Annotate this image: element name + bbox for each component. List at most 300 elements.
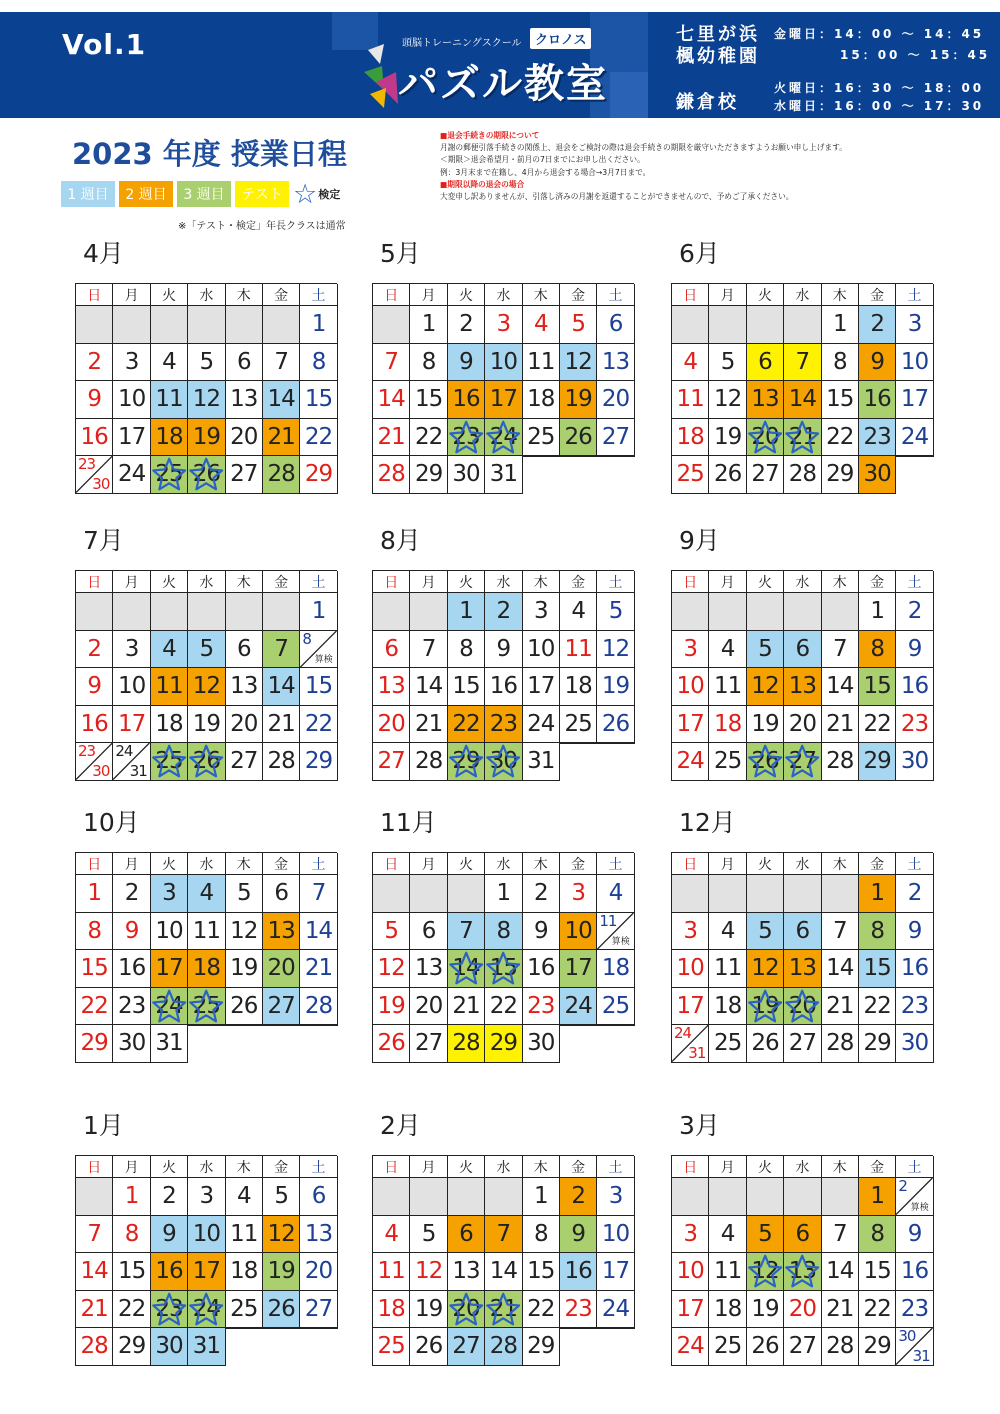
day-number: 23 — [564, 1295, 592, 1322]
legend-week2: 2 週目 — [119, 181, 173, 207]
day-cell — [448, 631, 485, 669]
day-number: 7 — [87, 1220, 102, 1247]
day-cell — [226, 875, 263, 913]
day-cell — [672, 344, 709, 382]
star-icon: ☆ — [293, 178, 318, 210]
day-number: 12 — [414, 1258, 443, 1285]
day-cell — [597, 1178, 634, 1216]
day-number: 29 — [863, 1030, 891, 1057]
day-cell — [859, 1025, 896, 1063]
day-cell — [747, 1328, 784, 1366]
day-number: 7 — [459, 917, 473, 944]
day-cell — [151, 743, 188, 781]
notice-line-2: ＜期限＞退会希望月・前月の7日までにお申し出ください。 — [440, 155, 645, 165]
day-cell — [188, 1253, 225, 1291]
day-cell — [188, 950, 225, 988]
day-number: 7 — [832, 917, 847, 944]
day-cell — [672, 1216, 709, 1254]
empty-cell — [410, 593, 447, 631]
day-cell — [373, 706, 410, 744]
weekday-header: 木 — [822, 284, 859, 306]
day-number: 27 — [267, 992, 295, 1019]
day-cell — [151, 668, 188, 706]
empty-cell — [151, 593, 188, 631]
weekday-header: 日 — [373, 284, 410, 306]
day-number: 22 — [452, 710, 480, 737]
day-number: 15 — [414, 386, 443, 413]
day-number: 24 — [117, 461, 146, 488]
day-cell — [263, 875, 300, 913]
day-cell — [448, 913, 485, 951]
weekday-header: 火 — [151, 853, 188, 875]
day-cell — [822, 1291, 859, 1329]
weekday-header: 水 — [784, 853, 821, 875]
day-cell — [485, 743, 522, 781]
month-grid — [372, 570, 634, 781]
weekday-header: 火 — [747, 571, 784, 593]
day-number: 12 — [751, 1258, 779, 1285]
day-cell — [747, 743, 784, 781]
day-cell — [448, 1291, 485, 1329]
day-number: 26 — [713, 461, 742, 488]
day-number: 24 — [676, 748, 704, 775]
weekday-header: 金 — [560, 853, 597, 875]
month-label: 12月 — [679, 808, 736, 837]
day-number: 20 — [751, 423, 779, 450]
month-calendar — [75, 1111, 337, 1366]
day-number: 6 — [758, 348, 772, 375]
day-cell — [523, 988, 560, 1026]
month-label: 11月 — [380, 808, 437, 837]
day-cell — [448, 1216, 485, 1254]
day-cell — [300, 875, 337, 913]
day-number: 14 — [267, 673, 295, 700]
day-number: 27 — [230, 748, 258, 775]
day-cell — [113, 456, 150, 494]
weekday-header: 月 — [709, 853, 746, 875]
day-number: 11 — [230, 1220, 258, 1247]
day-cell — [784, 344, 821, 382]
day-cell — [485, 344, 522, 382]
day-number: 26 — [601, 710, 630, 737]
day-cell — [859, 1253, 896, 1291]
day-cell — [151, 1291, 188, 1329]
day-number: 1 — [311, 598, 326, 625]
day-cell — [300, 344, 337, 382]
day-number: 30 — [898, 1327, 916, 1345]
day-cell — [226, 1253, 263, 1291]
day-cell — [560, 1253, 597, 1291]
day-cell — [597, 306, 634, 344]
day-number: 15 — [527, 1258, 555, 1285]
day-number: 25 — [676, 461, 704, 488]
location-kaede: 楓幼稚園 — [676, 46, 760, 67]
weekday-header: 土 — [896, 284, 933, 306]
day-number: 29 — [117, 1333, 146, 1360]
day-cell — [226, 631, 263, 669]
day-cell — [113, 381, 150, 419]
day-cell — [151, 381, 188, 419]
month-label: 6月 — [679, 239, 720, 268]
blank-cell — [560, 1025, 597, 1063]
empty-cell — [747, 1178, 784, 1216]
day-cell — [747, 1216, 784, 1254]
weekday-header: 月 — [709, 1156, 746, 1178]
day-number: 2 — [907, 880, 922, 907]
blank-cell — [560, 456, 597, 494]
day-number: 9 — [162, 1220, 176, 1247]
day-cell — [410, 743, 447, 781]
day-number: 16 — [564, 1258, 592, 1285]
day-cell — [747, 381, 784, 419]
weekday-header: 金 — [859, 1156, 896, 1178]
day-number: 6 — [421, 917, 436, 944]
day-cell — [76, 988, 113, 1026]
empty-cell — [76, 306, 113, 344]
empty-cell — [113, 593, 150, 631]
day-number: 24 — [564, 992, 592, 1019]
day-cell — [113, 1328, 150, 1366]
empty-cell — [784, 875, 821, 913]
day-number: 16 — [117, 955, 146, 982]
day-number: 26 — [564, 423, 592, 450]
empty-cell — [709, 1178, 746, 1216]
day-number: 30 — [155, 1333, 183, 1360]
day-number: 7 — [496, 1220, 511, 1247]
day-number: 29 — [863, 1333, 891, 1360]
day-cell — [597, 381, 634, 419]
day-number: 20 — [788, 992, 816, 1019]
day-number: 25 — [155, 748, 183, 775]
day-number: 2 — [87, 635, 102, 662]
day-cell — [560, 381, 597, 419]
weekday-header: 月 — [113, 571, 150, 593]
day-cell — [597, 706, 634, 744]
day-number: 15 — [452, 673, 480, 700]
day-number: 20 — [601, 386, 630, 413]
day-cell — [784, 1253, 821, 1291]
day-number: 31 — [129, 761, 147, 780]
day-cell — [896, 913, 933, 951]
day-number: 14 — [826, 673, 854, 700]
day-cell — [226, 668, 263, 706]
day-number: 3 — [608, 1183, 623, 1210]
weekday-header: 水 — [485, 284, 522, 306]
weekday-header: 月 — [113, 284, 150, 306]
day-number: 26 — [230, 992, 258, 1019]
day-number: 12 — [713, 386, 742, 413]
weekday-header: 水 — [485, 853, 522, 875]
day-number: 10 — [155, 917, 183, 944]
day-cell — [859, 1291, 896, 1329]
day-cell — [597, 1291, 634, 1329]
day-cell — [859, 456, 896, 494]
weekday-header: 水 — [485, 1156, 522, 1178]
empty-cell — [709, 306, 746, 344]
weekday-header: 金 — [859, 571, 896, 593]
day-cell — [485, 875, 522, 913]
weekday-header: 金 — [560, 284, 597, 306]
day-cell — [300, 668, 337, 706]
weekday-header: 日 — [373, 853, 410, 875]
day-number: 22 — [304, 710, 333, 737]
day-cell — [188, 668, 225, 706]
day-number: 26 — [377, 1030, 405, 1057]
notice-heading-2: ■期限以降の退会の場合 — [440, 179, 525, 189]
day-cell — [151, 344, 188, 382]
day-number: 26 — [414, 1333, 443, 1360]
day-number: 8 — [302, 629, 311, 648]
day-number: 26 — [751, 748, 779, 775]
day-number: 26 — [751, 1333, 779, 1360]
day-number: 5 — [384, 917, 399, 944]
weekday-header: 火 — [448, 571, 485, 593]
day-number: 29 — [304, 748, 333, 775]
day-cell — [113, 668, 150, 706]
day-cell — [448, 743, 485, 781]
day-number: 30 — [92, 761, 110, 780]
day-cell — [410, 381, 447, 419]
day-number: 29 — [452, 748, 480, 775]
day-number: 17 — [489, 386, 517, 413]
month-calendar — [671, 808, 933, 1063]
time-wednesday: 水曜日：16：00 ～ 17：30 — [774, 99, 985, 113]
day-number: 15 — [117, 1258, 146, 1285]
weekday-header: 日 — [76, 571, 113, 593]
day-cell — [76, 668, 113, 706]
day-cell — [822, 344, 859, 382]
day-number: 7 — [795, 348, 810, 375]
day-cell — [300, 419, 337, 457]
day-cell — [784, 950, 821, 988]
day-number: 4 — [720, 1220, 735, 1247]
day-number: 10 — [900, 348, 929, 375]
day-cell — [263, 344, 300, 382]
day-number: 16 — [155, 1258, 183, 1285]
day-cell — [188, 743, 225, 781]
weekday-header: 月 — [113, 853, 150, 875]
empty-cell — [784, 306, 821, 344]
day-number: 28 — [826, 1333, 854, 1360]
day-number: 25 — [601, 992, 630, 1019]
day-cell — [709, 1328, 746, 1366]
day-number: 2 — [162, 1183, 176, 1210]
day-number: 21 — [267, 710, 295, 737]
day-cell — [784, 419, 821, 457]
day-cell — [448, 306, 485, 344]
weekday-header: 月 — [709, 571, 746, 593]
day-number: 13 — [788, 1258, 816, 1285]
day-number: 3 — [199, 1183, 214, 1210]
day-cell — [896, 706, 933, 744]
day-number: 28 — [489, 1333, 517, 1360]
day-number: 20 — [230, 423, 258, 450]
day-number: 17 — [676, 710, 704, 737]
day-cell — [784, 1216, 821, 1254]
day-number: 2 — [571, 1183, 585, 1210]
day-number: 3 — [907, 311, 922, 338]
day-number: 10 — [527, 635, 555, 662]
month-calendar — [75, 526, 337, 781]
day-cell — [188, 706, 225, 744]
day-number: 4 — [533, 311, 548, 338]
day-cell — [523, 1291, 560, 1329]
day-cell — [560, 950, 597, 988]
day-cell — [709, 706, 746, 744]
day-cell — [188, 419, 225, 457]
day-number: 5 — [758, 1220, 772, 1247]
day-cell — [859, 631, 896, 669]
weekday-header: 火 — [747, 1156, 784, 1178]
day-cell — [709, 988, 746, 1026]
day-number: 23 — [78, 455, 96, 473]
empty-cell — [263, 306, 300, 344]
day-cell — [373, 950, 410, 988]
weekday-header: 日 — [373, 571, 410, 593]
day-cell — [226, 1291, 263, 1329]
empty-cell — [410, 875, 447, 913]
day-cell — [709, 1291, 746, 1329]
day-cell — [822, 668, 859, 706]
combined-day-cell — [896, 1328, 933, 1366]
day-number: 28 — [377, 461, 405, 488]
day-cell — [709, 743, 746, 781]
day-number: 13 — [788, 673, 816, 700]
combined-day-cell — [113, 743, 150, 781]
day-cell — [822, 381, 859, 419]
month-calendar — [75, 239, 337, 494]
day-number: 31 — [155, 1030, 183, 1057]
day-number: 11 — [155, 673, 183, 700]
day-cell — [448, 344, 485, 382]
day-number: 27 — [304, 1295, 333, 1322]
day-cell — [822, 988, 859, 1026]
day-cell — [896, 950, 933, 988]
legend-week3: 3 週目 — [177, 181, 231, 207]
day-number: 22 — [527, 1295, 555, 1322]
day-cell — [747, 988, 784, 1026]
day-cell — [448, 1253, 485, 1291]
day-number: 23 — [900, 992, 929, 1019]
day-number: 18 — [713, 992, 742, 1019]
empty-cell — [151, 306, 188, 344]
day-number: 6 — [236, 348, 251, 375]
day-number: 5 — [421, 1220, 436, 1247]
day-cell — [560, 593, 597, 631]
day-number: 5 — [199, 348, 214, 375]
day-number: 18 — [155, 423, 183, 450]
day-cell — [410, 419, 447, 457]
weekday-header: 水 — [188, 1156, 225, 1178]
day-cell — [597, 1253, 634, 1291]
day-number: 28 — [267, 748, 295, 775]
day-number: 14 — [414, 673, 443, 700]
day-cell — [896, 1216, 933, 1254]
day-number: 13 — [414, 955, 443, 982]
day-cell — [709, 1253, 746, 1291]
day-cell — [784, 743, 821, 781]
day-number: 30 — [527, 1030, 555, 1057]
day-number: 30 — [452, 461, 480, 488]
day-number: 23 — [527, 992, 555, 1019]
day-number: 16 — [527, 955, 555, 982]
day-number: 4 — [608, 880, 623, 907]
blank-cell — [300, 1025, 337, 1063]
day-cell — [523, 306, 560, 344]
day-number: 4 — [384, 1220, 399, 1247]
day-cell — [410, 456, 447, 494]
day-number: 25 — [527, 423, 555, 450]
day-number: 9 — [533, 917, 548, 944]
blank-cell — [188, 1025, 225, 1063]
day-number: 24 — [601, 1295, 630, 1322]
day-cell — [448, 668, 485, 706]
weekday-header: 火 — [448, 284, 485, 306]
day-number: 27 — [751, 461, 779, 488]
weekday-header: 水 — [784, 284, 821, 306]
day-number: 26 — [751, 1030, 779, 1057]
day-cell — [151, 875, 188, 913]
empty-cell — [226, 306, 263, 344]
day-number: 22 — [863, 992, 891, 1019]
day-number: 12 — [267, 1220, 295, 1247]
day-number: 7 — [832, 1220, 847, 1247]
day-number: 28 — [304, 992, 333, 1019]
day-number: 1 — [832, 311, 847, 338]
day-number: 23 — [900, 710, 929, 737]
day-cell — [672, 456, 709, 494]
day-cell — [747, 1025, 784, 1063]
weekday-header: 土 — [896, 571, 933, 593]
day-number: 26 — [267, 1295, 295, 1322]
month-grid — [372, 1155, 634, 1366]
month-label: 2月 — [380, 1111, 421, 1140]
day-number: 2 — [533, 880, 548, 907]
day-cell — [373, 1328, 410, 1366]
page-title: 2023 年度 授業日程 — [72, 137, 347, 171]
day-cell — [523, 1328, 560, 1366]
day-cell — [672, 950, 709, 988]
day-cell — [151, 950, 188, 988]
month-calendar — [671, 239, 933, 494]
day-cell — [263, 1253, 300, 1291]
month-grid — [75, 852, 337, 1063]
weekday-header: 水 — [188, 571, 225, 593]
day-number: 16 — [900, 1258, 929, 1285]
day-cell — [113, 1216, 150, 1254]
day-cell — [448, 1025, 485, 1063]
weekday-header: 月 — [410, 284, 447, 306]
day-number: 13 — [230, 673, 258, 700]
empty-cell — [709, 875, 746, 913]
day-number: 1 — [124, 1183, 139, 1210]
day-number: 11 — [527, 348, 555, 375]
month-grid — [372, 852, 634, 1063]
weekday-header: 金 — [560, 1156, 597, 1178]
day-number: 18 — [527, 386, 555, 413]
day-cell — [560, 668, 597, 706]
day-number: 16 — [900, 673, 929, 700]
weekday-header: 水 — [784, 571, 821, 593]
day-number: 3 — [124, 348, 139, 375]
day-cell — [523, 913, 560, 951]
day-cell — [822, 1216, 859, 1254]
day-cell — [76, 1328, 113, 1366]
day-cell — [263, 913, 300, 951]
day-cell — [784, 631, 821, 669]
day-cell — [300, 593, 337, 631]
day-cell — [822, 950, 859, 988]
